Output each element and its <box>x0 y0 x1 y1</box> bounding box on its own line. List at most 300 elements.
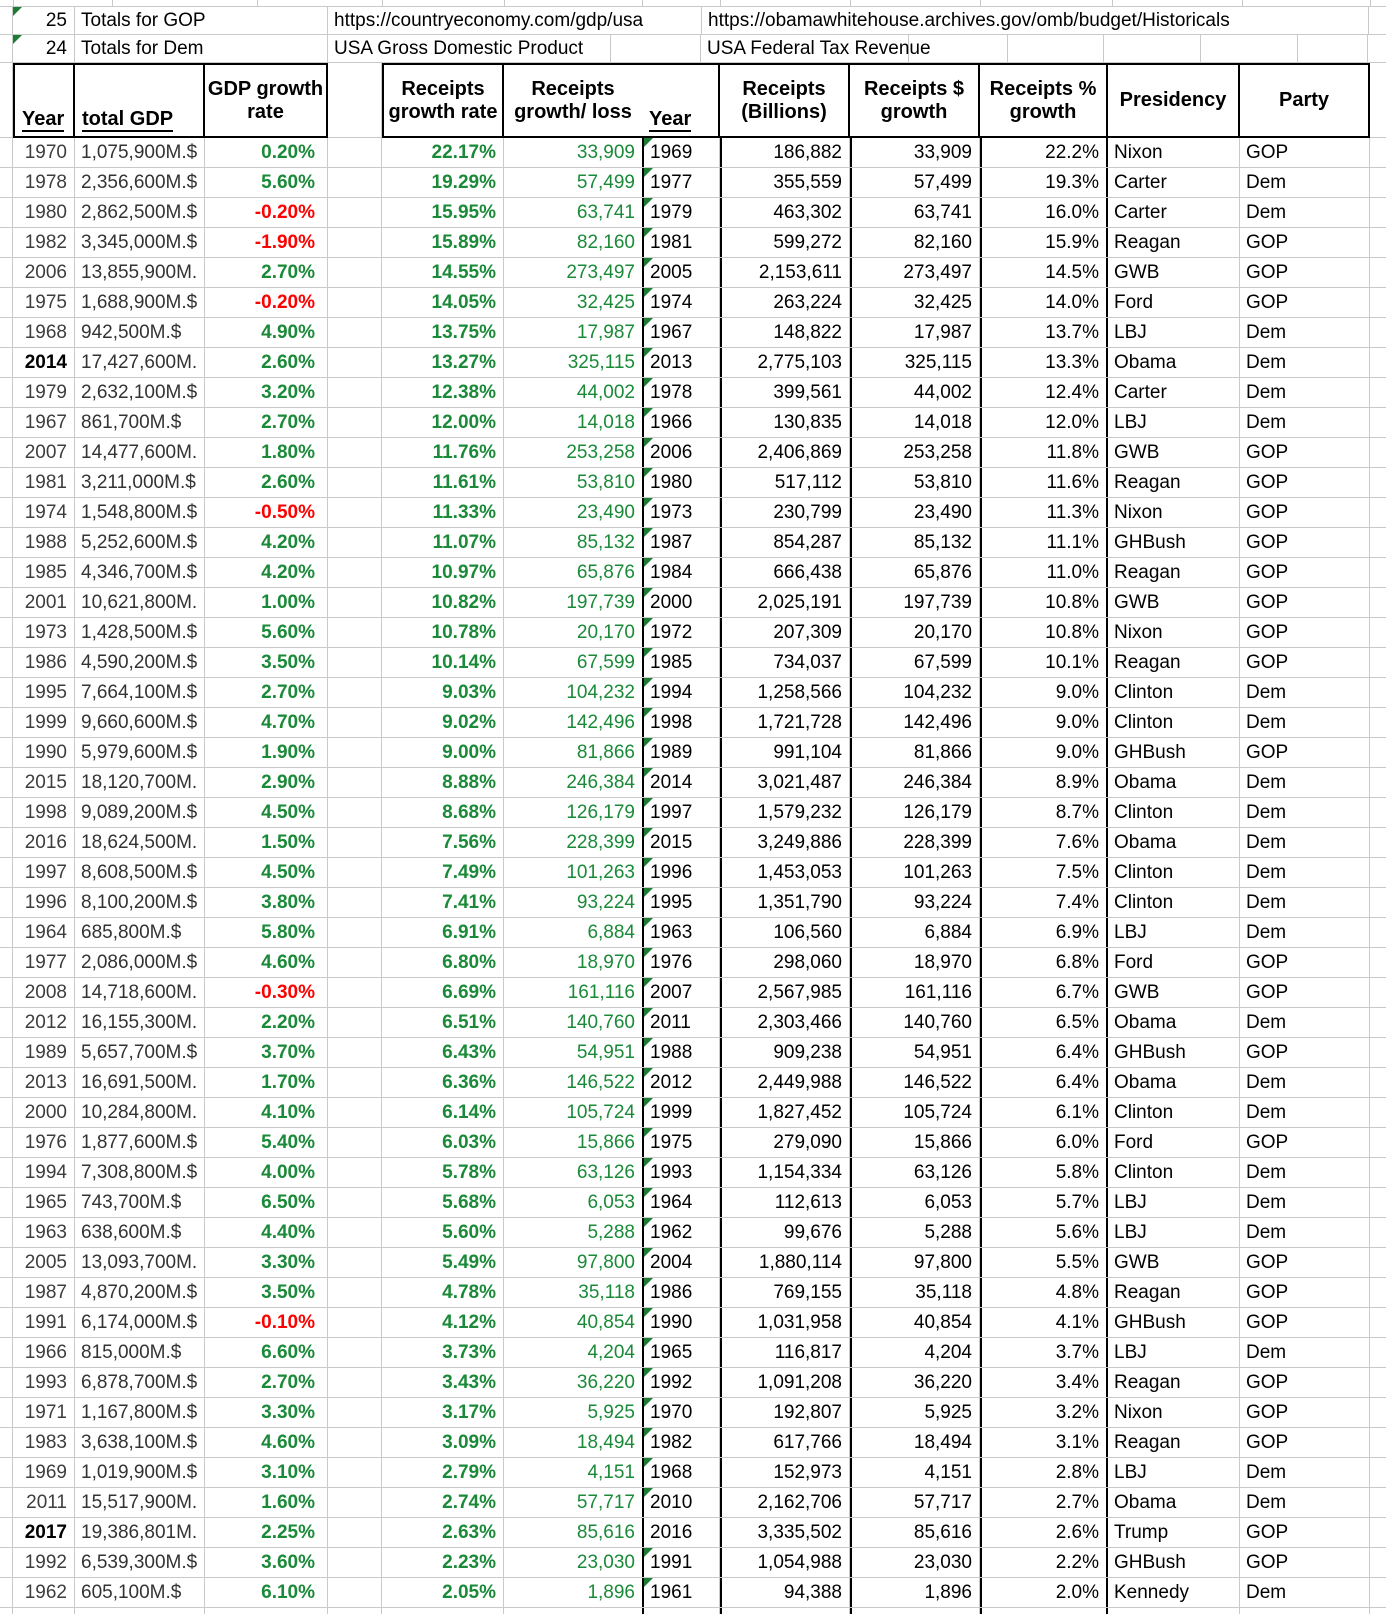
blank-cell[interactable] <box>328 1158 382 1187</box>
cell-party[interactable]: GOP <box>1240 588 1370 617</box>
header-party[interactable]: Party <box>1240 63 1370 138</box>
cell-year-left[interactable]: 1993 <box>13 1368 75 1397</box>
cell-receipts-dollar-growth[interactable]: 126,179 <box>850 798 980 827</box>
cell-receipts-dollar-growth[interactable]: 325,115 <box>850 348 980 377</box>
cell-receipts-dollar-growth[interactable]: 33,909 <box>850 138 980 167</box>
cell-total-gdp[interactable]: 1,075,900M.$ <box>75 138 205 167</box>
cell-receipts-growth-loss[interactable]: 63,126 <box>576 1162 635 1183</box>
blank-cell[interactable] <box>909 35 1008 62</box>
cell-presidency[interactable]: LBJ <box>1108 1188 1240 1217</box>
cell-receipts-dollar-growth[interactable]: 36,220 <box>850 1368 980 1397</box>
cell-receipts-growth-rate[interactable]: 9.02% <box>382 708 504 737</box>
gutter-cell[interactable] <box>0 978 13 1007</box>
blank-cell[interactable] <box>1370 438 1386 467</box>
cell-receipts-growth-loss[interactable]: 65,876 <box>576 562 635 583</box>
cell-gdp-growth-rate[interactable]: 4.60% <box>205 1428 328 1457</box>
cell-year-right[interactable]: 1968 <box>642 1458 720 1487</box>
header-total-gdp[interactable]: total GDP <box>75 63 205 138</box>
cell-receipts-growth-loss[interactable]: 93,224 <box>576 892 635 913</box>
cell-year-right[interactable]: 1978 <box>642 378 720 407</box>
cell-receipts-growth-rate[interactable]: 6.36% <box>382 1068 504 1097</box>
cell-gdp-growth-rate[interactable]: 1.60% <box>205 1488 328 1517</box>
cell-gdp-growth-rate[interactable]: 1.70% <box>205 1068 328 1097</box>
gutter-cell[interactable] <box>0 498 13 527</box>
cell-receipts-dollar-growth[interactable]: 18,970 <box>850 948 980 977</box>
cell-receipts-pct-growth[interactable]: 16.0% <box>980 198 1108 227</box>
cell-gdp-growth-rate[interactable]: 2.70% <box>205 258 328 287</box>
cell-year-right[interactable]: 2014 <box>642 768 720 797</box>
cell-presidency[interactable]: Clinton <box>1108 1098 1240 1127</box>
cell-receipts-growth-loss[interactable]: 17,987 <box>576 322 635 343</box>
cell-receipts-growth-loss[interactable]: 325,115 <box>567 352 635 373</box>
cell-receipts-growth-rate[interactable]: 11.76% <box>382 438 504 467</box>
gutter-cell[interactable] <box>0 378 13 407</box>
cell-total-gdp[interactable]: 942,500M.$ <box>75 318 205 347</box>
gutter-cell[interactable] <box>0 1128 13 1157</box>
cell-party[interactable]: GOP <box>1240 558 1370 587</box>
cell-year-left[interactable]: 1977 <box>13 948 75 977</box>
cell-receipts-billions[interactable]: 355,559 <box>720 168 850 197</box>
cell-receipts-pct-growth[interactable]: 9.0% <box>980 738 1108 767</box>
blank-cell[interactable] <box>1370 888 1386 917</box>
cell-receipts-billions[interactable]: 230,799 <box>720 498 850 527</box>
cell-receipts-billions[interactable]: 617,766 <box>720 1428 850 1457</box>
cell-gdp-growth-rate[interactable]: 2.90% <box>205 768 328 797</box>
gutter-cell[interactable] <box>0 1548 13 1577</box>
gutter-cell[interactable] <box>0 1158 13 1187</box>
gutter-cell[interactable] <box>0 1578 13 1607</box>
cell-gdp-growth-rate[interactable]: 5.80% <box>205 918 328 947</box>
cell-year-left[interactable]: 1963 <box>13 1218 75 1247</box>
cell-year-right[interactable]: 1963 <box>642 918 720 947</box>
cell-year-right[interactable]: 1966 <box>642 408 720 437</box>
cell-year-right[interactable]: 1980 <box>642 468 720 497</box>
cell-receipts-growth-rate[interactable]: 11.61% <box>382 468 504 497</box>
cell-receipts-pct-growth[interactable]: 12.0% <box>980 408 1108 437</box>
blank-cell[interactable] <box>1370 1368 1386 1397</box>
gutter-cell[interactable] <box>0 648 13 677</box>
cell-presidency[interactable]: Nixon <box>1108 1398 1240 1427</box>
cell-year-right[interactable]: 1976 <box>642 948 720 977</box>
gutter-cell[interactable] <box>0 168 13 197</box>
cell-presidency[interactable]: Reagan <box>1108 1278 1240 1307</box>
cell-receipts-growth-rate[interactable]: 5.78% <box>382 1158 504 1187</box>
cell-receipts-pct-growth[interactable]: 4.8% <box>980 1278 1108 1307</box>
cell-receipts-growth-rate[interactable]: 7.41% <box>382 888 504 917</box>
cell-receipts-growth-rate[interactable]: 2.05% <box>382 1578 504 1607</box>
cell-receipts-growth-rate[interactable]: 7.49% <box>382 858 504 887</box>
cell-party[interactable]: Dem <box>1240 378 1370 407</box>
blank-cell[interactable] <box>611 35 701 62</box>
cell-receipts-growth-loss[interactable]: 63,741 <box>576 202 635 223</box>
blank-cell[interactable] <box>328 828 382 857</box>
blank-cell[interactable] <box>1008 35 1104 62</box>
cell-receipts-growth-loss[interactable]: 6,884 <box>587 922 635 943</box>
cell-receipts-pct-growth[interactable]: 5.8% <box>980 1158 1108 1187</box>
cell-receipts-billions[interactable]: 2,025,191 <box>720 588 850 617</box>
cell-gdp-growth-rate[interactable]: 1.90% <box>205 738 328 767</box>
cell-year-left[interactable]: 2007 <box>13 438 75 467</box>
cell-receipts-billions[interactable]: 192,807 <box>720 1398 850 1427</box>
cell-receipts-dollar-growth[interactable]: 63,741 <box>850 198 980 227</box>
cell-receipts-pct-growth[interactable]: 3.4% <box>980 1368 1108 1397</box>
cell-presidency[interactable]: Clinton <box>1108 858 1240 887</box>
cell-receipts-billions[interactable]: 399,561 <box>720 378 850 407</box>
cell-receipts-billions[interactable]: 152,973 <box>720 1458 850 1487</box>
cell-gdp-growth-rate[interactable]: 2.25% <box>205 1518 328 1547</box>
cell-year-right[interactable]: 1998 <box>642 708 720 737</box>
gutter-cell[interactable] <box>0 1008 13 1037</box>
cell-total-gdp[interactable]: 3,638,100M.$ <box>75 1428 205 1457</box>
cell-receipts-growth-loss[interactable]: 101,263 <box>566 862 635 883</box>
cell-total-gdp[interactable]: 13,855,900M. <box>75 258 205 287</box>
cell-receipts-growth-rate[interactable]: 7.56% <box>382 828 504 857</box>
cell-receipts-growth-rate[interactable]: 19.29% <box>382 168 504 197</box>
cell-receipts-billions[interactable]: 1,880,114 <box>720 1248 850 1277</box>
blank-cell[interactable] <box>1370 1458 1386 1487</box>
cell-presidency[interactable]: Nixon <box>1108 498 1240 527</box>
blank-cell[interactable] <box>1370 1188 1386 1217</box>
gutter-cell[interactable] <box>0 918 13 947</box>
gutter-cell[interactable] <box>0 1398 13 1427</box>
cell-gdp-growth-rate[interactable]: 4.90% <box>205 318 328 347</box>
blank-cell[interactable] <box>328 1008 382 1037</box>
cell-receipts-billions[interactable]: 1,154,334 <box>720 1158 850 1187</box>
cell-gdp-growth-rate[interactable]: -0.20% <box>205 198 328 227</box>
cell-receipts-growth-loss[interactable]: 54,951 <box>576 1042 635 1063</box>
cell-receipts-billions[interactable]: 112,613 <box>720 1188 850 1217</box>
cell-year-right[interactable]: 1999 <box>642 1098 720 1127</box>
blank-cell[interactable] <box>328 1548 382 1577</box>
cell-receipts-growth-rate[interactable]: 6.51% <box>382 1008 504 1037</box>
cell-receipts-dollar-growth[interactable]: 57,717 <box>850 1488 980 1517</box>
blank-cell[interactable] <box>328 978 382 1007</box>
cell-gdp-growth-rate[interactable]: 4.50% <box>205 858 328 887</box>
cell-total-gdp[interactable]: 861,700M.$ <box>75 408 205 437</box>
cell-total-gdp[interactable]: 5,657,700M.$ <box>75 1038 205 1067</box>
cell-total-gdp[interactable]: 6,539,300M.$ <box>75 1548 205 1577</box>
cell-receipts-billions[interactable]: 2,567,985 <box>720 978 850 1007</box>
cell-receipts-growth-rate[interactable]: 6.03% <box>382 1128 504 1157</box>
cell-total-gdp[interactable]: 4,590,200M.$ <box>75 648 205 677</box>
blank-cell[interactable] <box>1370 798 1386 827</box>
cell-total-gdp[interactable]: 9,660,600M.$ <box>75 708 205 737</box>
cell-total-gdp[interactable]: 638,600M.$ <box>75 1218 205 1247</box>
cell-receipts-billions[interactable]: 106,560 <box>720 918 850 947</box>
cell-gdp-growth-rate[interactable]: -0.10% <box>205 1308 328 1337</box>
cell-receipts-pct-growth[interactable]: 19.3% <box>980 168 1108 197</box>
gutter-cell[interactable] <box>0 528 13 557</box>
cell-total-gdp[interactable]: 1,548,800M.$ <box>75 498 205 527</box>
blank-cell[interactable] <box>1370 678 1386 707</box>
cell-receipts-pct-growth[interactable]: 11.6% <box>980 468 1108 497</box>
cell-receipts-growth-rate[interactable]: 6.43% <box>382 1038 504 1067</box>
cell-year-left[interactable]: 2006 <box>13 258 75 287</box>
cell-year-left[interactable]: 1994 <box>13 1158 75 1187</box>
cell-receipts-pct-growth[interactable]: 10.8% <box>980 618 1108 647</box>
cell-receipts-growth-rate[interactable]: 22.17% <box>382 138 504 167</box>
cell-receipts-growth-loss[interactable]: 4,151 <box>587 1462 635 1483</box>
cell-presidency[interactable]: LBJ <box>1108 318 1240 347</box>
blank-cell[interactable] <box>328 858 382 887</box>
cell-total-gdp[interactable]: 2,862,500M.$ <box>75 198 205 227</box>
cell-receipts-growth-rate[interactable]: 15.89% <box>382 228 504 257</box>
cell-receipts-growth-rate[interactable]: 6.91% <box>382 918 504 947</box>
cell-receipts-billions[interactable]: 1,031,958 <box>720 1308 850 1337</box>
cell-receipts-growth-rate[interactable]: 13.75% <box>382 318 504 347</box>
cell-year-left[interactable]: 1992 <box>13 1548 75 1577</box>
cell-total-gdp[interactable]: 1,167,800M.$ <box>75 1398 205 1427</box>
gutter-cell[interactable] <box>0 35 13 62</box>
cell-presidency[interactable]: GWB <box>1108 978 1240 1007</box>
cell-receipts-pct-growth[interactable]: 8.9% <box>980 768 1108 797</box>
cell-gdp-growth-rate[interactable]: 2.70% <box>205 408 328 437</box>
cell-receipts-dollar-growth[interactable]: 228,399 <box>850 828 980 857</box>
cell-receipts-billions[interactable]: 666,438 <box>720 558 850 587</box>
cell-total-gdp[interactable]: 3,345,000M.$ <box>75 228 205 257</box>
gutter-cell[interactable] <box>0 738 13 767</box>
blank-cell[interactable] <box>328 738 382 767</box>
cell-receipts-pct-growth[interactable]: 13.3% <box>980 348 1108 377</box>
cell-total-gdp[interactable]: 605,100M.$ <box>75 1578 205 1607</box>
cell-receipts-growth-loss[interactable]: 273,497 <box>566 262 635 283</box>
cell-receipts-growth-loss[interactable]: 246,384 <box>566 772 635 793</box>
cell-year-right[interactable]: 2004 <box>642 1248 720 1277</box>
blank-cell[interactable] <box>328 1248 382 1277</box>
cell-year-left[interactable]: 2008 <box>13 978 75 1007</box>
cell-year-left[interactable]: 1982 <box>13 228 75 257</box>
cell-receipts-growth-loss[interactable]: 44,002 <box>576 382 635 403</box>
cell-gdp-growth-rate[interactable]: 2.70% <box>205 1368 328 1397</box>
cell-receipts-growth-loss[interactable]: 1,896 <box>587 1582 635 1603</box>
cell-presidency[interactable]: Kennedy <box>1108 1578 1240 1607</box>
gutter-cell[interactable] <box>0 678 13 707</box>
cell-receipts-growth-rate[interactable]: 12.38% <box>382 378 504 407</box>
cell-year-right[interactable]: 1981 <box>642 228 720 257</box>
cell-gdp-growth-rate[interactable]: 3.30% <box>205 1398 328 1427</box>
cell-receipts-dollar-growth[interactable]: 1,896 <box>850 1578 980 1607</box>
cell-receipts-growth-loss[interactable]: 5,925 <box>587 1402 635 1423</box>
cell-year-left[interactable]: 1989 <box>13 1038 75 1067</box>
cell-receipts-dollar-growth[interactable]: 44,002 <box>850 378 980 407</box>
cell-receipts-pct-growth[interactable]: 5.6% <box>980 1218 1108 1247</box>
cell-gdp-growth-rate[interactable]: -0.20% <box>205 288 328 317</box>
cell-party[interactable]: Dem <box>1240 1488 1370 1517</box>
cell-year-right[interactable]: 1979 <box>642 198 720 227</box>
cell-year-right[interactable]: 1995 <box>642 888 720 917</box>
blank-cell[interactable] <box>328 1308 382 1337</box>
cell-year-right[interactable]: 1967 <box>642 318 720 347</box>
blank-cell[interactable] <box>1370 468 1386 497</box>
cell-receipts-growth-loss[interactable]: 20,170 <box>576 622 635 643</box>
cell-year-left[interactable]: 1998 <box>13 798 75 827</box>
cell-party[interactable]: GOP <box>1240 618 1370 647</box>
blank-cell[interactable] <box>328 288 382 317</box>
cell-receipts-billions[interactable]: 130,835 <box>720 408 850 437</box>
cell-receipts-billions[interactable]: 991,104 <box>720 738 850 767</box>
cell-gdp-growth-rate[interactable]: 2.60% <box>205 348 328 377</box>
gutter-cell[interactable] <box>0 318 13 347</box>
blank-cell[interactable] <box>1370 1518 1386 1547</box>
cell-receipts-pct-growth[interactable]: 4.1% <box>980 1308 1108 1337</box>
cell-gdp-growth-rate[interactable]: 6.60% <box>205 1338 328 1367</box>
cell-receipts-growth-rate[interactable]: 8.68% <box>382 798 504 827</box>
cell-year-left[interactable]: 1988 <box>13 528 75 557</box>
gop-total-label-cell[interactable]: Totals for GOP <box>75 7 328 34</box>
header-gdp-growth-rate[interactable]: GDP growth rate <box>205 63 328 138</box>
cell-gdp-growth-rate[interactable]: 1.80% <box>205 438 328 467</box>
cell-receipts-growth-rate[interactable]: 10.97% <box>382 558 504 587</box>
cell-presidency[interactable]: Carter <box>1108 198 1240 227</box>
blank-cell[interactable] <box>1370 1038 1386 1067</box>
cell-year-right[interactable]: 1975 <box>642 1128 720 1157</box>
cell-receipts-growth-rate[interactable]: 3.09% <box>382 1428 504 1457</box>
blank-cell[interactable] <box>328 708 382 737</box>
cell-receipts-pct-growth[interactable]: 11.8% <box>980 438 1108 467</box>
blank-cell[interactable] <box>328 318 382 347</box>
cell-year-right[interactable]: 1961 <box>642 1578 720 1607</box>
blank-cell[interactable] <box>1370 1158 1386 1187</box>
gutter-cell[interactable] <box>0 858 13 887</box>
blank-cell[interactable] <box>1370 378 1386 407</box>
cell-receipts-pct-growth[interactable]: 10.1% <box>980 648 1108 677</box>
cell-receipts-pct-growth[interactable]: 14.5% <box>980 258 1108 287</box>
cell-receipts-pct-growth[interactable]: 2.0% <box>980 1578 1108 1607</box>
blank-cell[interactable] <box>328 588 382 617</box>
cell-year-right[interactable]: 1969 <box>642 138 720 167</box>
cell-gdp-growth-rate[interactable]: 3.30% <box>205 1248 328 1277</box>
blank-cell[interactable] <box>1370 648 1386 677</box>
cell-receipts-pct-growth[interactable]: 22.2% <box>980 138 1108 167</box>
cell-presidency[interactable]: Ford <box>1108 1128 1240 1157</box>
blank-cell[interactable] <box>328 528 382 557</box>
cell-year-left[interactable]: 1971 <box>13 1398 75 1427</box>
cell-party[interactable]: GOP <box>1240 1368 1370 1397</box>
gutter-cell[interactable] <box>0 228 13 257</box>
cell-presidency[interactable]: Nixon <box>1108 618 1240 647</box>
cell-gdp-growth-rate[interactable]: 1.50% <box>205 828 328 857</box>
cell-year-left[interactable]: 1987 <box>13 1278 75 1307</box>
gutter-cell[interactable] <box>0 1188 13 1217</box>
cell-party[interactable]: GOP <box>1240 1548 1370 1577</box>
cell-receipts-growth-loss[interactable]: 6,053 <box>587 1192 635 1213</box>
gutter-cell[interactable] <box>0 1218 13 1247</box>
cell-total-gdp[interactable]: 1,019,900M.$ <box>75 1458 205 1487</box>
cell-year-left[interactable]: 2014 <box>13 348 75 377</box>
cell-year-right[interactable]: 1992 <box>642 1368 720 1397</box>
cell-receipts-growth-rate[interactable]: 14.55% <box>382 258 504 287</box>
cell-year-right[interactable]: 1986 <box>642 1278 720 1307</box>
cell-party[interactable]: Dem <box>1240 348 1370 377</box>
cell-receipts-growth-loss[interactable]: 32,425 <box>576 292 635 313</box>
cell-party[interactable]: Dem <box>1240 888 1370 917</box>
cell-total-gdp[interactable]: 4,346,700M.$ <box>75 558 205 587</box>
cell-receipts-dollar-growth[interactable]: 53,810 <box>850 468 980 497</box>
blank-cell[interactable] <box>1370 1578 1386 1607</box>
cell-receipts-billions[interactable]: 1,091,208 <box>720 1368 850 1397</box>
cell-total-gdp[interactable]: 8,100,200M.$ <box>75 888 205 917</box>
cell-year-left[interactable]: 1983 <box>13 1428 75 1457</box>
blank-cell[interactable] <box>1370 1398 1386 1427</box>
cell-party[interactable]: Dem <box>1240 1098 1370 1127</box>
cell-receipts-growth-rate[interactable]: 11.07% <box>382 528 504 557</box>
cell-receipts-dollar-growth[interactable]: 246,384 <box>850 768 980 797</box>
cell-receipts-growth-rate[interactable]: 11.33% <box>382 498 504 527</box>
cell-receipts-dollar-growth[interactable]: 6,053 <box>850 1188 980 1217</box>
gutter-cell[interactable] <box>0 7 13 34</box>
cell-receipts-dollar-growth[interactable]: 5,288 <box>850 1218 980 1247</box>
blank-cell[interactable] <box>328 1098 382 1127</box>
blank-cell[interactable] <box>328 198 382 227</box>
cell-total-gdp[interactable]: 16,155,300M. <box>75 1008 205 1037</box>
cell-presidency[interactable]: GWB <box>1108 258 1240 287</box>
cell-total-gdp[interactable]: 2,086,000M.$ <box>75 948 205 977</box>
cell-receipts-pct-growth[interactable]: 15.9% <box>980 228 1108 257</box>
cell-receipts-growth-rate[interactable]: 10.82% <box>382 588 504 617</box>
cell-gdp-growth-rate[interactable]: 0.20% <box>205 138 328 167</box>
cell-receipts-growth-loss[interactable]: 67,599 <box>576 652 635 673</box>
gdp-source-title-cell[interactable]: USA Gross Domestic Product <box>328 35 611 62</box>
blank-cell[interactable] <box>328 1188 382 1217</box>
blank-cell[interactable] <box>328 498 382 527</box>
cell-receipts-growth-rate[interactable]: 5.49% <box>382 1248 504 1277</box>
blank-cell[interactable] <box>1370 1278 1386 1307</box>
cell-total-gdp[interactable]: 16,691,500M. <box>75 1068 205 1097</box>
blank-cell[interactable] <box>328 1068 382 1097</box>
cell-receipts-pct-growth[interactable]: 2.8% <box>980 1458 1108 1487</box>
cell-receipts-billions[interactable]: 734,037 <box>720 648 850 677</box>
cell-receipts-billions[interactable]: 1,827,452 <box>720 1098 850 1127</box>
blank-cell[interactable] <box>1370 708 1386 737</box>
cell-year-left[interactable]: 2000 <box>13 1098 75 1127</box>
cell-party[interactable]: Dem <box>1240 768 1370 797</box>
cell-presidency[interactable]: Clinton <box>1108 798 1240 827</box>
cell-receipts-growth-loss[interactable]: 85,616 <box>576 1522 635 1543</box>
cell-receipts-growth-loss[interactable]: 40,854 <box>576 1312 635 1333</box>
cell-receipts-growth-rate[interactable]: 12.00% <box>382 408 504 437</box>
blank-cell[interactable] <box>1369 7 1385 34</box>
cell-gdp-growth-rate[interactable]: 6.10% <box>205 1578 328 1607</box>
cell-gdp-growth-rate[interactable]: 4.20% <box>205 558 328 587</box>
cell-presidency[interactable]: Nixon <box>1108 138 1240 167</box>
cell-receipts-dollar-growth[interactable]: 161,116 <box>850 978 980 1007</box>
blank-cell[interactable] <box>1370 228 1386 257</box>
cell-receipts-growth-rate[interactable]: 10.78% <box>382 618 504 647</box>
cell-receipts-dollar-growth[interactable]: 197,739 <box>850 588 980 617</box>
cell-presidency[interactable]: Reagan <box>1108 468 1240 497</box>
gutter-cell[interactable] <box>0 348 13 377</box>
cell-receipts-pct-growth[interactable]: 7.6% <box>980 828 1108 857</box>
header-year-left[interactable]: Year <box>13 63 75 138</box>
blank-cell[interactable] <box>1104 35 1201 62</box>
cell-receipts-growth-loss[interactable]: 18,494 <box>576 1432 635 1453</box>
cell-party[interactable]: Dem <box>1240 1338 1370 1367</box>
cell-presidency[interactable]: Obama <box>1108 1068 1240 1097</box>
cell-receipts-billions[interactable]: 769,155 <box>720 1278 850 1307</box>
cell-year-left[interactable]: 1990 <box>13 738 75 767</box>
blank-cell[interactable] <box>1201 35 1298 62</box>
cell-receipts-growth-rate[interactable]: 3.17% <box>382 1398 504 1427</box>
cell-party[interactable]: Dem <box>1240 918 1370 947</box>
blank-cell[interactable] <box>1370 1308 1386 1337</box>
cell-receipts-growth-rate[interactable]: 6.14% <box>382 1098 504 1127</box>
cell-receipts-pct-growth[interactable]: 6.8% <box>980 948 1108 977</box>
cell-receipts-billions[interactable]: 2,153,611 <box>720 258 850 287</box>
blank-cell[interactable] <box>1370 1098 1386 1127</box>
cell-receipts-dollar-growth[interactable]: 17,987 <box>850 318 980 347</box>
cell-receipts-growth-loss[interactable]: 23,030 <box>576 1552 635 1573</box>
gutter-cell[interactable] <box>0 138 13 167</box>
